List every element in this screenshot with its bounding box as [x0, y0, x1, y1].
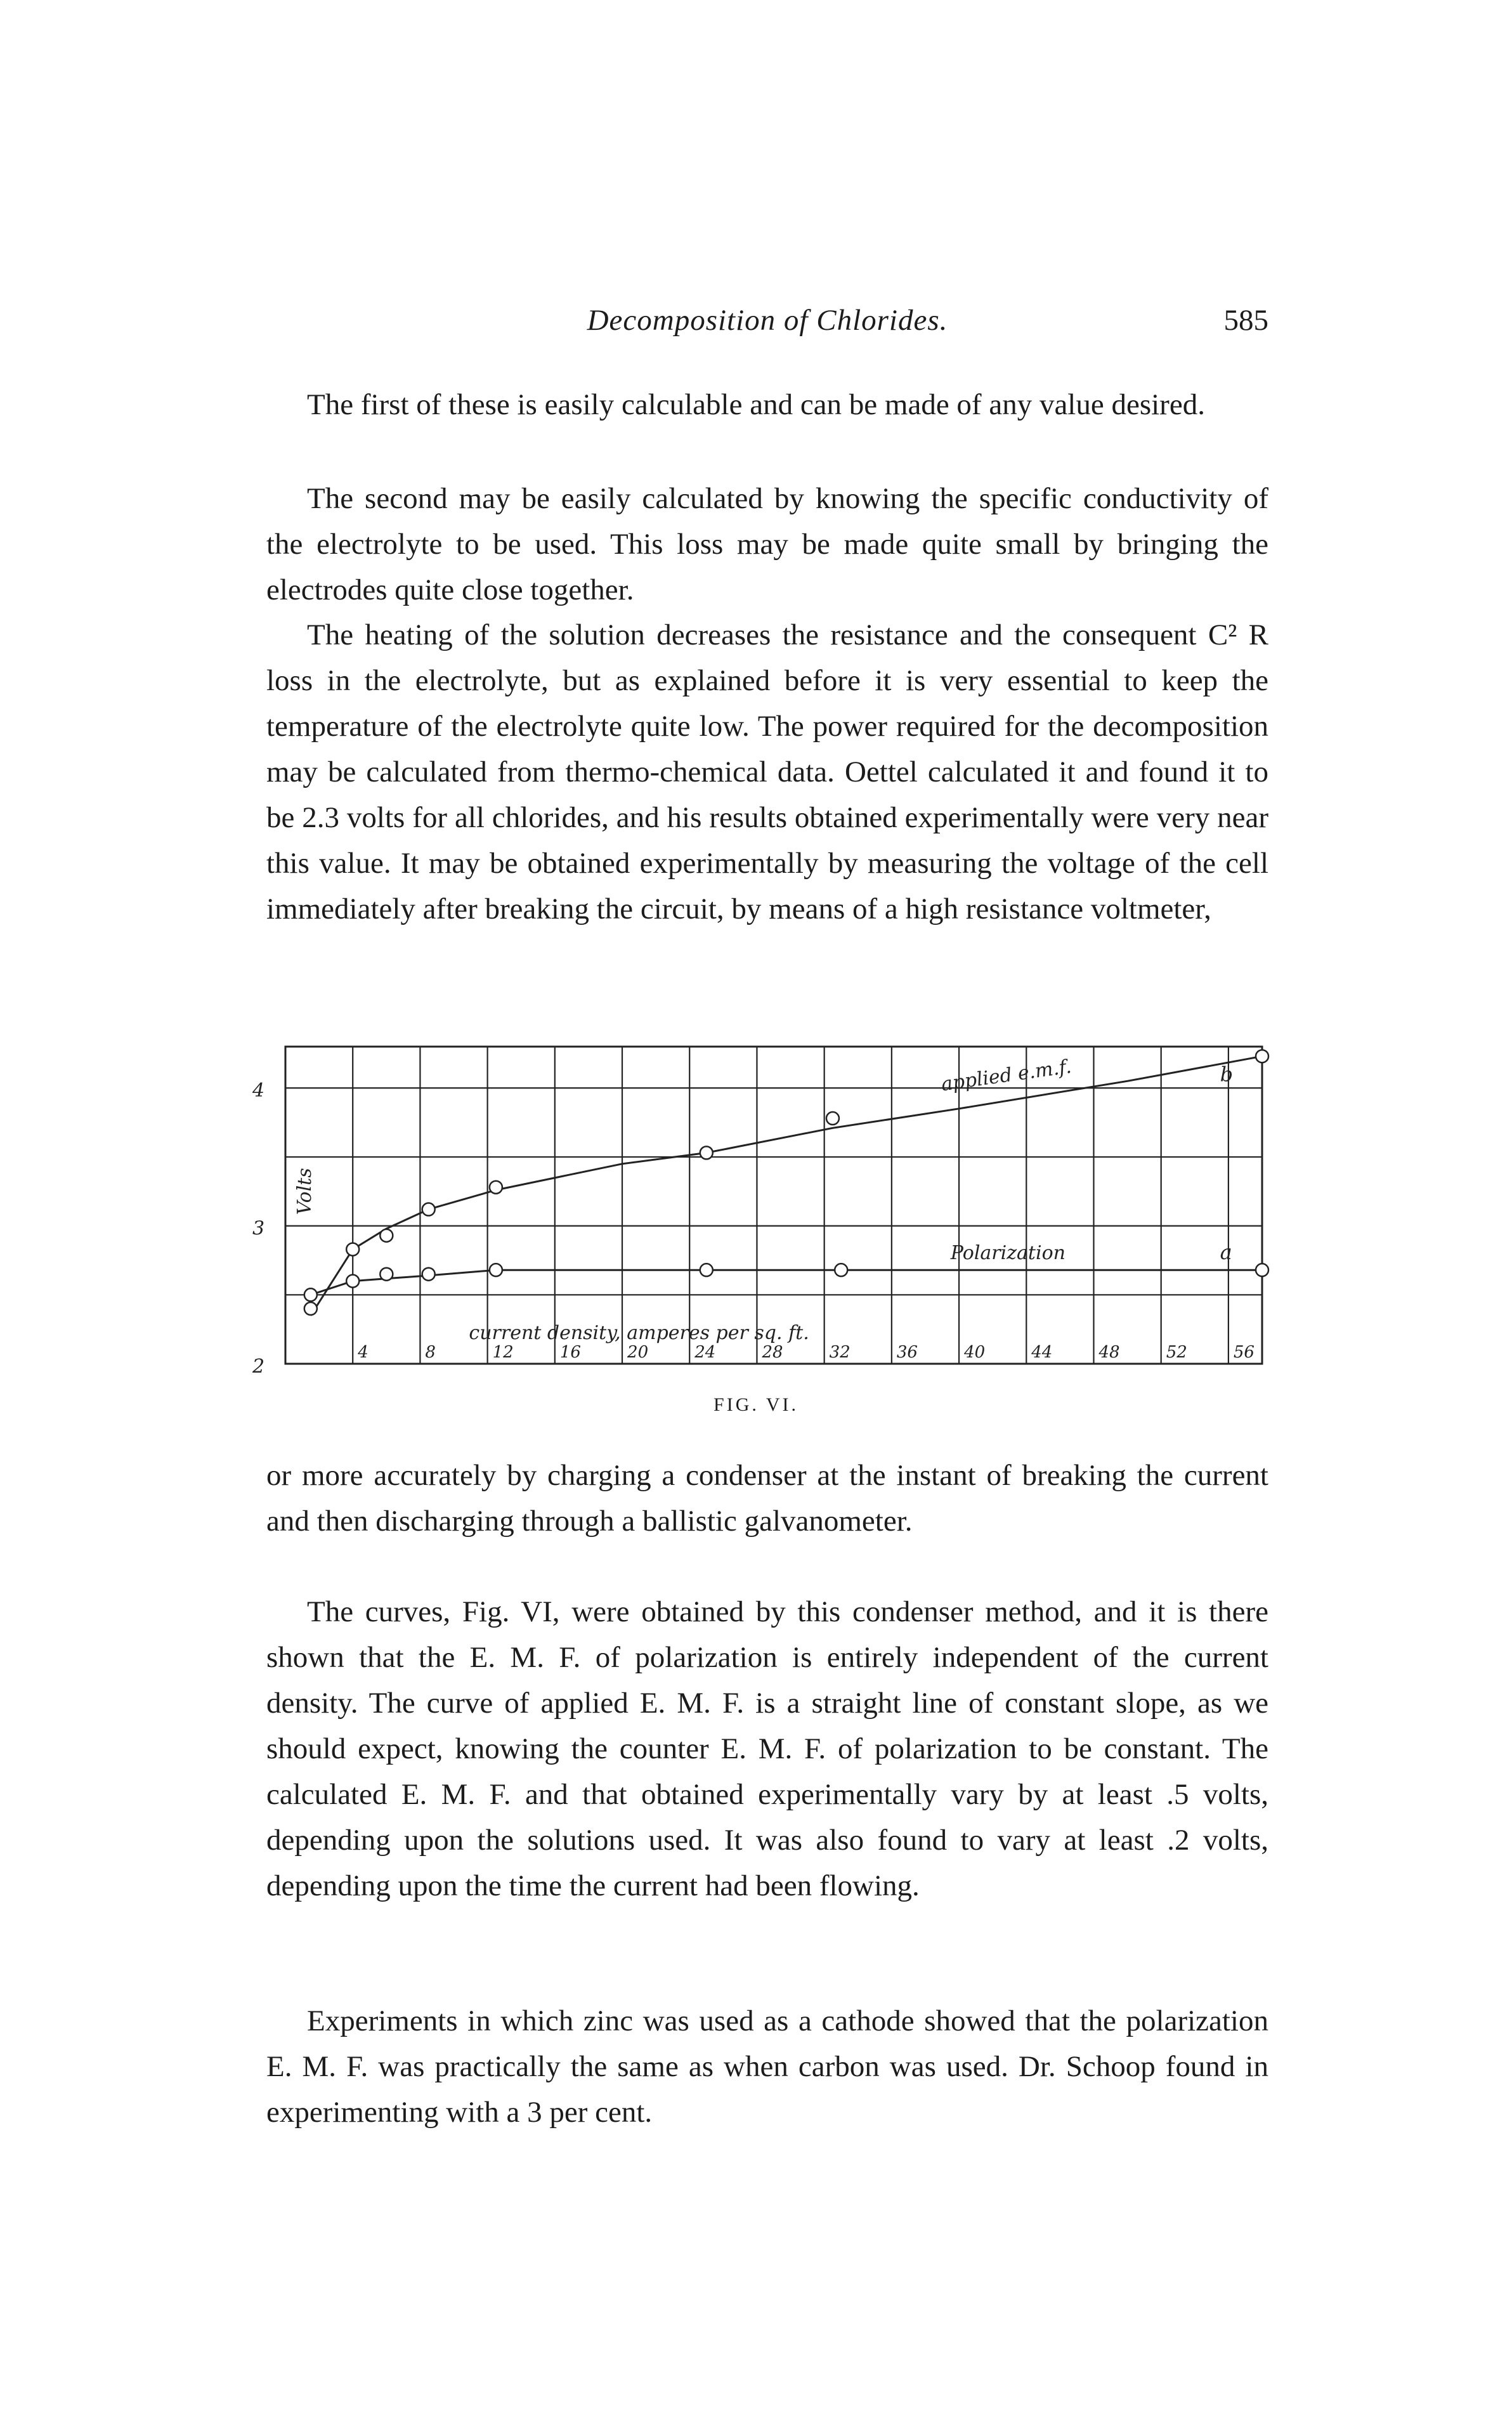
x-tick-label: 52	[1166, 1343, 1187, 1362]
paragraph-5: The curves, Fig. VI, were obtained by this condenser method, and it is there shown that the E. M. F. of polarization is entirely independent of the current density. The curve of applied E. M. F. is a straight line of constant slope, as we should expect, knowing the counter E. M. F. of polarization to be constant. The calculated E. M. F. and that obtained experimentally vary by at least .5 volts, depending upon the solutions used. It was also found to vary at least .2 volts, depending upon the time the current had been flowing.	[266, 1595, 1268, 1902]
data-point-marker	[700, 1146, 713, 1159]
series-label-applied-emf: applied e.m.f.	[939, 1055, 1073, 1096]
x-tick-label: 32	[829, 1343, 850, 1362]
y-axis-label: Volts	[294, 1168, 316, 1215]
data-point-marker	[346, 1275, 359, 1288]
chart-markers	[304, 1050, 1268, 1315]
series-letter-a: a	[1220, 1239, 1232, 1264]
series-letter-b: b	[1220, 1062, 1234, 1087]
data-point-marker	[422, 1268, 435, 1281]
running-header	[266, 303, 1268, 348]
data-point-marker	[490, 1181, 502, 1194]
chart-curves	[311, 1056, 1262, 1316]
data-point-marker	[346, 1243, 359, 1256]
x-axis-label: current density, amperes per sq. ft.	[469, 1321, 809, 1344]
data-point-marker	[380, 1229, 393, 1242]
series-line-1	[311, 1056, 1262, 1316]
data-point-marker	[380, 1268, 393, 1281]
x-tick-label: 40	[964, 1343, 986, 1362]
running-title: Decomposition of Chlorides.	[587, 304, 948, 337]
figure-caption: FIG. VI.	[714, 1394, 798, 1415]
paragraph-2: The second may be easily calculated by knowing the specific conductivity of the electrolyte to be used. This loss may be made quite small by bringing the electrodes quite close together.	[266, 482, 1268, 606]
x-tick-label: 24	[694, 1343, 716, 1362]
figure-vi	[241, 1034, 1281, 1427]
data-point-marker	[700, 1264, 713, 1276]
data-point-marker	[835, 1264, 847, 1276]
x-tick-label: 8	[425, 1343, 436, 1362]
page-number: 585	[1223, 304, 1268, 337]
y-tick-label: 3	[252, 1217, 265, 1240]
x-tick-label: 28	[762, 1343, 783, 1362]
x-tick-label: 48	[1098, 1343, 1120, 1362]
series-line-2	[311, 1270, 1262, 1295]
x-tick-label: 36	[896, 1343, 918, 1362]
paragraph-3: The heating of the solution decreases the resistance and the consequent C² R loss in the electrolyte, but as explained before it is very essential to keep the temperature of the electrolyte quite low. The power required for the decomposition may be calculated from thermo-chemical data. Oettel calculated it and found it to be 2.3 volts for all chlorides, and his results obtained experimentally were very near this value. It may be obtained experimentally by measuring the voltage of the cell immediately after breaking the circuit, by means of a high resistance voltmeter,	[266, 618, 1268, 925]
data-point-marker	[422, 1203, 435, 1216]
data-point-marker	[826, 1112, 839, 1125]
paragraph-4: or more accurately by charging a condenser at the instant of breaking the current and then discharging through a ballistic galvanometer.	[266, 1459, 1268, 1538]
data-point-marker	[1256, 1264, 1268, 1276]
x-tick-label: 12	[492, 1343, 514, 1362]
x-tick-label: 20	[627, 1343, 649, 1362]
x-tick-label: 56	[1233, 1343, 1255, 1362]
data-point-marker	[490, 1264, 502, 1276]
paragraph-6: Experiments in which zinc was used as a cathode showed that the polarization E. M. F. was practically the same as when carbon was used. Dr. Schoop found in experimenting with a 3 per cent.	[266, 2004, 1268, 2129]
x-tick-label: 44	[1031, 1343, 1053, 1362]
paragraph-1: The first of these is easily calculable and can be made of any value desired.	[307, 388, 1205, 421]
y-tick-label: 4	[252, 1080, 265, 1102]
chart-labels	[252, 1055, 1255, 1378]
x-tick-label: 4	[358, 1343, 368, 1362]
series-label-polarization: Polarization	[950, 1241, 1066, 1264]
x-tick-label: 16	[559, 1343, 581, 1362]
y-tick-label: 2	[252, 1356, 265, 1378]
data-point-marker	[304, 1288, 317, 1301]
data-point-marker	[304, 1302, 317, 1315]
data-point-marker	[1256, 1050, 1268, 1062]
fig-vi-chart	[241, 1034, 1281, 1389]
